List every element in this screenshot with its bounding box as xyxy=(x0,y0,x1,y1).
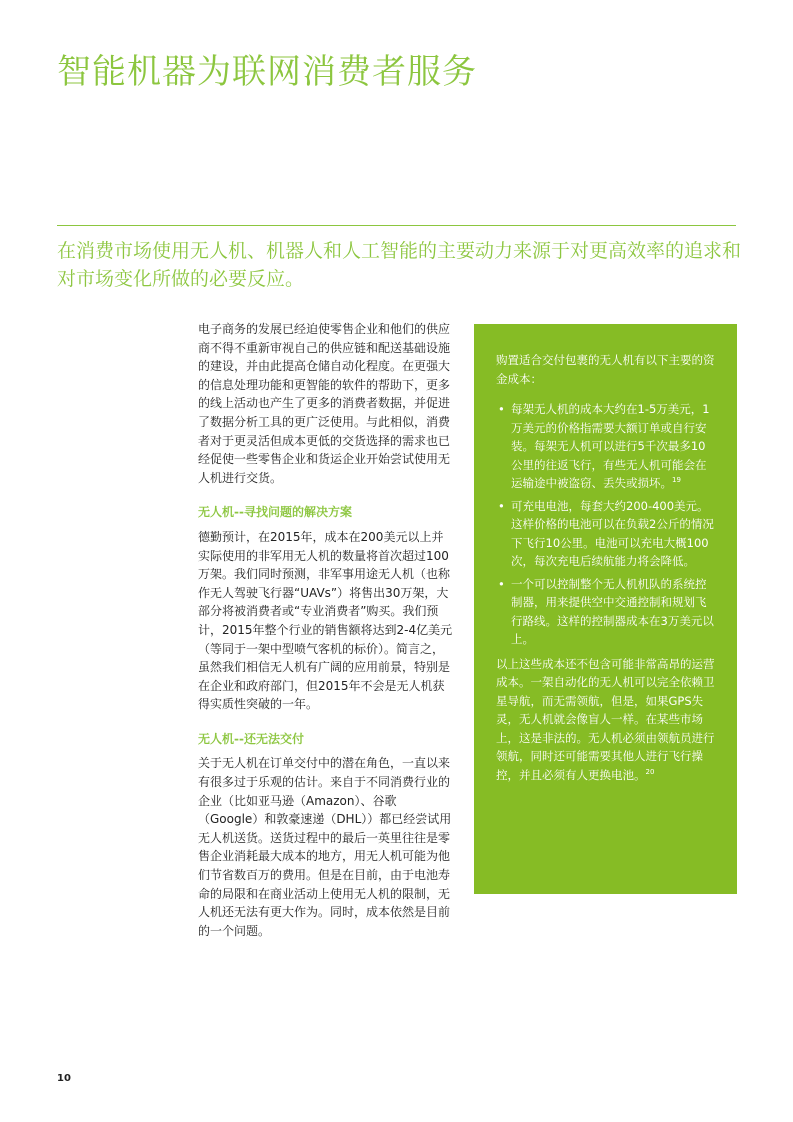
sidebar-closing xyxy=(496,655,715,785)
cost-list xyxy=(496,400,715,649)
section-heading-2: 无人机--还无法交付 xyxy=(198,731,304,746)
list-item-text: 一个可以控制整个无人机机队的系统控制器，用来提供空中交通控制和规划飞行路线。这样的控制器成本在3万美元以上。 xyxy=(511,576,714,646)
footnote-ref: 20 xyxy=(645,767,655,776)
bullet-icon: • xyxy=(498,576,505,591)
section-paragraph-1: 德勤预计，在2015年，成本在200美元以上并实际使用的非军用无人机的数量将首次超过100万架。我们同时预测，非军事用途无人机（也称作无人驾驶飞行器“UAVs”）将售出30万架，大部分将被消费者或“专业消费者”购买。我们预计，2015年整个行业的销售额将达到2-4亿美元（等同于一架中型喷气客机的标价）。简言之，虽然我们相信无人机有广阔的应用前景，特别是在企业和政府部门，但2015年不会是无人机获得实质性突破的一年。 xyxy=(198,529,453,712)
sidebar-closing-text: 以上这些成本还不包含可能非常高昂的运营成本。一架自动化的无人机可以完全依赖卫星导航，而无需领航，但是，如果GPS失灵，无人机就会像盲人一样。在某些市场上，这是非法的。无人机必须由领航员进行领航，同时还可能需要其他人进行飞行操控，并且必须有人更换电池。 xyxy=(496,656,715,782)
bullet-icon: • xyxy=(498,402,505,416)
list-item xyxy=(496,575,715,649)
divider xyxy=(57,225,736,226)
main-column xyxy=(198,320,454,940)
footnote-ref: 19 xyxy=(672,476,681,485)
bullet-icon: • xyxy=(498,498,505,513)
page-number: 10 xyxy=(57,1073,71,1084)
cost-sidebar xyxy=(474,324,737,894)
list-item-text: 每架无人机的成本大约在1-5万美元，1万美元的价格指需要大额订单或自行安装。每架无人机可以进行5千次最多10公里的往返飞行，有些无人机可能会在运输途中被盗窃、丢失或损坏。 xyxy=(511,402,710,490)
list-item xyxy=(496,497,715,571)
list-item xyxy=(496,400,715,493)
lead-paragraph: 在消费市场使用无人机、机器人和人工智能的主要动力来源于对更高效率的追求和对市场变化所做的必要反应。 xyxy=(57,240,742,290)
list-item-text: 可充电电池，每套大约200-400美元。这样价格的电池可以在负载2公斤的情况下飞行10公里。电池可以充电大概100次，每次充电后续航能力将会降低。 xyxy=(511,498,714,568)
sidebar-intro: 购置适合交付包裹的无人机有以下主要的资金成本： xyxy=(496,353,715,386)
section-paragraph-2: 关于无人机在订单交付中的潜在角色，一直以来有很多过于乐观的估计。来自于不同消费行业的企业（比如亚马逊（Amazon）、谷歌（Google）和敦豪速递（DHL））都已经尝试用无人机送货。送货过程中的最后一英里往往是零售企业消耗最大成本的地方，用无人机可能为他们节省数百万的费用。但是在目前，由于电池寿命的局限和在商业活动上使用无人机的限制，无人机还无法有更大作为。同时，成本依然是目前的一个问题。 xyxy=(198,756,452,938)
section-heading-1: 无人机--寻找问题的解决方案 xyxy=(198,505,352,520)
intro-paragraph: 电子商务的发展已经迫使零售企业和他们的供应商不得不重新审视自己的供应链和配送基础设施的建设，并由此提高仓储自动化程度。在更强大的信息处理功能和更智能的软件的帮助下，更多的线上活动也产生了更多的消费者数据，并促进了数据分析工具的更广泛使用。与此相似，消费者对于更灵活但成本更低的交货选择的需求也已经促使一些零售企业和货运企业开始尝试使用无人机进行交货。 xyxy=(198,322,451,485)
page-title: 智能机器为联网消费者服务 xyxy=(57,52,477,92)
